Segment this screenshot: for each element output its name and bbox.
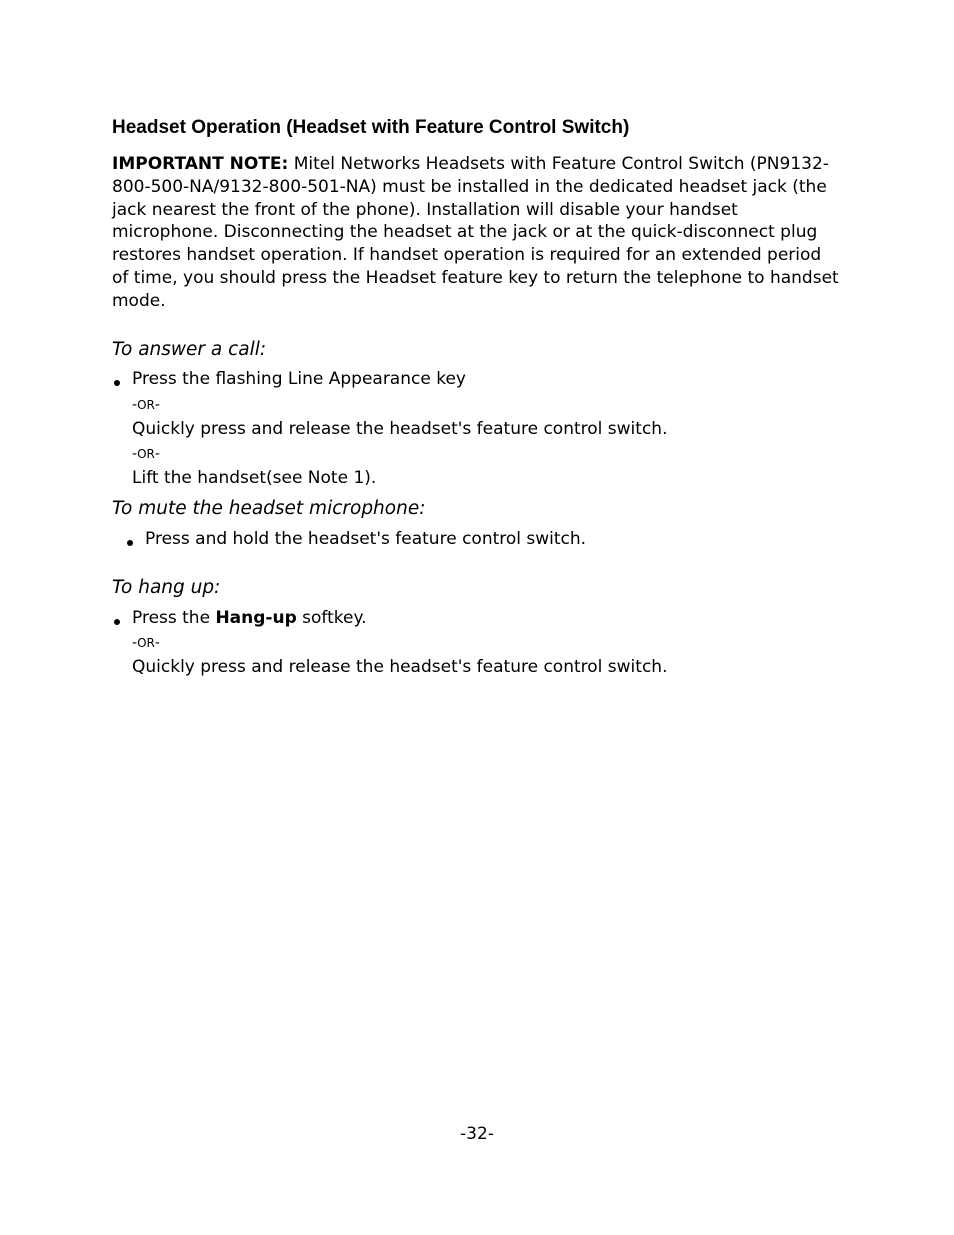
mute-step-hold-switch: Press and hold the headset's feature control switch. — [145, 529, 587, 549]
hangup-step-softkey — [132, 607, 367, 629]
hangup-softkey-name: Hang-up — [215, 608, 297, 628]
or-separator: -OR- — [132, 635, 160, 651]
or-text: OR — [137, 636, 155, 650]
or-separator: -OR- — [132, 397, 160, 413]
hangup-subheading: To hang up: — [112, 577, 221, 598]
or-text: OR — [137, 447, 155, 461]
page-number: -32- — [460, 1124, 494, 1144]
mute-subheading: To mute the headset microphone: — [112, 498, 426, 519]
answer-step-line-key: Press the flashing Line Appearance key — [132, 369, 466, 389]
section-heading: Headset Operation (Headset with Feature Control Switch) — [112, 117, 630, 138]
important-note-label: IMPORTANT NOTE: — [112, 154, 289, 174]
bullet-icon — [114, 619, 120, 625]
bullet-icon — [114, 380, 120, 386]
answer-call-subheading: To answer a call: — [112, 339, 267, 360]
answer-step-switch: Quickly press and release the headset's feature control switch. — [132, 419, 668, 439]
hangup-step-switch: Quickly press and release the headset's feature control switch. — [132, 657, 668, 677]
bullet-icon — [127, 540, 133, 546]
or-text: OR — [137, 398, 155, 412]
hangup-step-suffix: softkey. — [296, 608, 367, 628]
answer-step-handset: Lift the handset(see Note 1). — [132, 468, 377, 488]
important-note-text: Mitel Networks Headsets with Feature Control Switch (PN9132-800-500-NA/9132-800-501-NA) must be installed in the dedicated headset jack (the jack nearest the front of the phone). Installation will disable your handset microphone. Disconnecting the headset at the jack or at the quick-disconnect plug restores handset operation. If handset operation is required for an extended period of time, you should press the Headset feature key to return the telephone to handset mode. — [112, 154, 839, 311]
hangup-step-prefix: Press the — [132, 608, 216, 628]
important-note — [112, 153, 842, 313]
or-separator: -OR- — [132, 446, 160, 462]
